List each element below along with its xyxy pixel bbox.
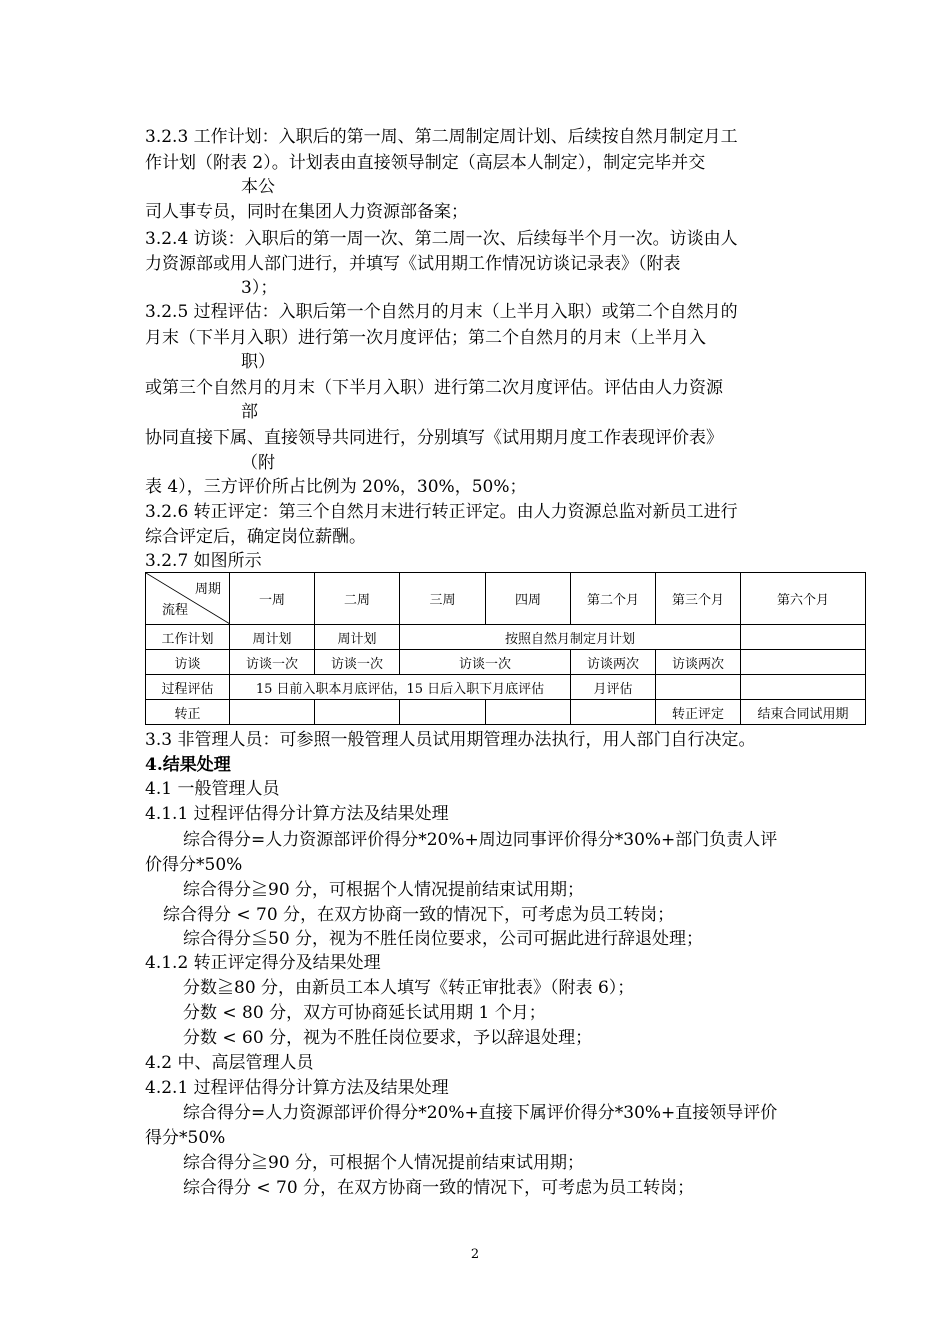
rule-412-3: 分数 < 60 分，视为不胜任岗位要求，予以辞退处理； bbox=[183, 1028, 593, 1048]
row-label-interview: 访谈 bbox=[146, 650, 230, 675]
rule-411-3: 综合得分≦50 分，视为不胜任岗位要求，公司可据此进行辞退处理； bbox=[183, 929, 704, 949]
header-week1: 一周 bbox=[230, 573, 315, 625]
table-row-plan bbox=[146, 625, 866, 650]
cell-eval-empty1 bbox=[656, 675, 741, 700]
rule-412-1: 分数≧80 分，由新员工本人填写《转正审批表》（附表 6）； bbox=[183, 978, 635, 998]
para-323-line2: 作计划（附表 2）。计划表由直接领导制定（高层本人制定），制定完毕并交 bbox=[145, 153, 706, 173]
cell-regular-month3: 转正评定 bbox=[656, 700, 741, 725]
corner-process-label: 流程 bbox=[162, 603, 189, 618]
para-325-line1: 3.2.5 过程评估：入职后第一个自然月的月末（上半月入职）或第二个自然月的 bbox=[145, 302, 738, 322]
para-325-line3: 职） bbox=[241, 352, 275, 372]
rule-421-2: 综合得分 < 70 分，在双方协商一致的情况下，可考虑为员工转岗； bbox=[183, 1178, 695, 1198]
para-325-line2: 月末（下半月入职）进行第一次月度评估；第二个自然月的月末（上半月入 bbox=[145, 328, 706, 348]
header-week3: 三周 bbox=[400, 573, 486, 625]
formula-421-line1: 综合得分=人力资源部评价得分*20%+直接下属评价得分*30%+直接领导评价 bbox=[183, 1103, 778, 1123]
header-month6: 第六个月 bbox=[741, 573, 866, 625]
para-323-line4: 司人事专员，同时在集团人力资源部备案； bbox=[145, 202, 468, 222]
header-week2: 二周 bbox=[315, 573, 400, 625]
heading-41: 4.1 一般管理人员 bbox=[145, 779, 280, 799]
cell-plan-week1: 周计划 bbox=[230, 625, 315, 650]
probation-flow-table bbox=[145, 572, 866, 725]
cell-eval-empty2 bbox=[741, 675, 866, 700]
corner-period-label: 周期 bbox=[194, 582, 221, 597]
table-row-eval bbox=[146, 675, 866, 700]
cell-plan-empty bbox=[741, 625, 866, 650]
table-corner-cell bbox=[146, 573, 230, 625]
cell-plan-monthly: 按照自然月制定月计划 bbox=[400, 625, 741, 650]
cell-interview-month3: 访谈两次 bbox=[656, 650, 741, 675]
para-326-line2: 综合评定后，确定岗位薪酬。 bbox=[145, 527, 366, 547]
cell-eval-month2: 月评估 bbox=[571, 675, 656, 700]
header-month2: 第二个月 bbox=[571, 573, 656, 625]
para-325-line5: 部 bbox=[241, 402, 258, 422]
rule-412-2: 分数 < 80 分，双方可协商延长试用期 1 个月； bbox=[183, 1003, 546, 1023]
para-326-line1: 3.2.6 转正评定：第三个自然月末进行转正评定。由人力资源总监对新员工进行 bbox=[145, 502, 738, 522]
para-323-line3: 本公 bbox=[241, 177, 275, 197]
row-label-eval: 过程评估 bbox=[146, 675, 230, 700]
formula-421-line2: 得分*50% bbox=[145, 1128, 226, 1148]
para-33: 3.3 非管理人员：可参照一般管理人员试用期管理办法执行，用人部门自行决定。 bbox=[145, 730, 756, 750]
cell-regular-empty1 bbox=[230, 700, 315, 725]
para-324-line3: 3）； bbox=[241, 278, 278, 298]
cell-interview-week3-4: 访谈一次 bbox=[400, 650, 571, 675]
heading-421: 4.2.1 过程评估得分计算方法及结果处理 bbox=[145, 1078, 449, 1098]
table-header-row bbox=[146, 573, 866, 625]
cell-regular-empty3 bbox=[400, 700, 486, 725]
formula-411-line1: 综合得分=人力资源部评价得分*20%+周边同事评价得分*30%+部门负责人评 bbox=[183, 830, 778, 850]
cell-interview-week1: 访谈一次 bbox=[230, 650, 315, 675]
table-row-interview bbox=[146, 650, 866, 675]
para-325-line7: （附 bbox=[241, 453, 275, 473]
cell-regular-empty5 bbox=[571, 700, 656, 725]
cell-eval-month1: 15 日前入职本月底评估，15 日后入职下月底评估 bbox=[230, 675, 571, 700]
cell-plan-week2: 周计划 bbox=[315, 625, 400, 650]
para-323-line1: 3.2.3 工作计划：入职后的第一周、第二周制定周计划、后续按自然月制定月工 bbox=[145, 127, 738, 147]
heading-411: 4.1.1 过程评估得分计算方法及结果处理 bbox=[145, 804, 449, 824]
para-325-line6: 协同直接下属、直接领导共同进行，分别填写《试用期月度工作表现评价表》 bbox=[145, 428, 723, 448]
page-number: 2 bbox=[470, 1247, 480, 1262]
cell-interview-month2: 访谈两次 bbox=[571, 650, 656, 675]
heading-4: 4.结果处理 bbox=[145, 755, 231, 775]
row-label-regular: 转正 bbox=[146, 700, 230, 725]
rule-411-1: 综合得分≧90 分，可根据个人情况提前结束试用期； bbox=[183, 880, 585, 900]
para-325-line8: 表 4），三方评价所占比例为 20%，30%，50%； bbox=[145, 477, 527, 497]
cell-regular-month6: 结束合同试用期 bbox=[741, 700, 866, 725]
header-month3: 第三个月 bbox=[656, 573, 741, 625]
rule-421-1: 综合得分≧90 分，可根据个人情况提前结束试用期； bbox=[183, 1153, 585, 1173]
formula-411-line2: 价得分*50% bbox=[145, 855, 243, 875]
row-label-plan: 工作计划 bbox=[146, 625, 230, 650]
para-325-line4: 或第三个自然月的月末（下半月入职）进行第二次月度评估。评估由人力资源 bbox=[145, 378, 723, 398]
rule-411-2: 综合得分 < 70 分，在双方协商一致的情况下，可考虑为员工转岗； bbox=[163, 905, 675, 925]
para-324-line2: 力资源部或用人部门进行，并填写《试用期工作情况访谈记录表》（附表 bbox=[145, 254, 681, 274]
cell-regular-empty2 bbox=[315, 700, 400, 725]
para-327: 3.2.7 如图所示 bbox=[145, 551, 262, 571]
heading-412: 4.1.2 转正评定得分及结果处理 bbox=[145, 953, 381, 973]
heading-42: 4.2 中、高层管理人员 bbox=[145, 1053, 314, 1073]
table-row-regular bbox=[146, 700, 866, 725]
header-week4: 四周 bbox=[486, 573, 571, 625]
cell-regular-empty4 bbox=[486, 700, 571, 725]
cell-interview-empty bbox=[741, 650, 866, 675]
cell-interview-week2: 访谈一次 bbox=[315, 650, 400, 675]
para-324-line1: 3.2.4 访谈：入职后的第一周一次、第二周一次、后续每半个月一次。访谈由人 bbox=[145, 229, 738, 249]
